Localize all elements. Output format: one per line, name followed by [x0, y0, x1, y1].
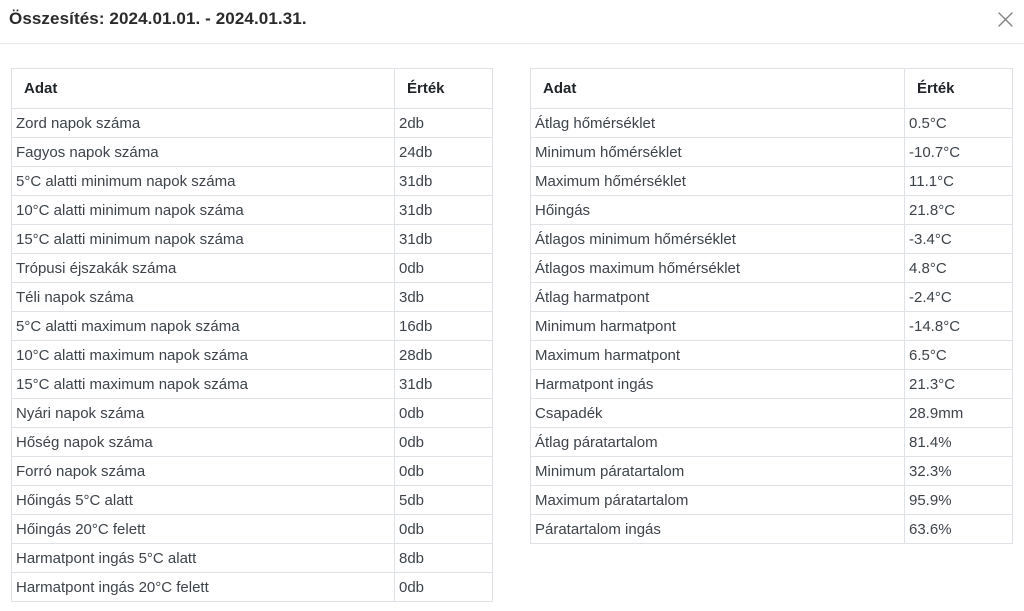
stat-value: 0db: [395, 399, 493, 428]
table-row: [12, 515, 493, 544]
stat-value: 0db: [395, 573, 493, 602]
stat-label: 5°C alatti maximum napok száma: [12, 312, 395, 341]
stat-value: 6.5°C: [905, 341, 1013, 370]
measurements-table: [530, 68, 1013, 544]
stat-label: Forró napok száma: [12, 457, 395, 486]
stat-value: 3db: [395, 283, 493, 312]
table-row: [531, 486, 1013, 515]
stat-label: Harmatpont ingás 20°C felett: [12, 573, 395, 602]
stat-value: 5db: [395, 486, 493, 515]
table-row: [12, 486, 493, 515]
dialog-title: Összesítés: 2024.01.01. - 2024.01.31.: [9, 9, 307, 28]
stat-value: 0db: [395, 457, 493, 486]
table-row: [12, 196, 493, 225]
stat-label: Fagyos napok száma: [12, 138, 395, 167]
stat-label: Minimum hőmérséklet: [531, 138, 905, 167]
stat-value: 31db: [395, 167, 493, 196]
stat-label: 10°C alatti maximum napok száma: [12, 341, 395, 370]
table-row: [12, 457, 493, 486]
stat-label: Nyári napok száma: [12, 399, 395, 428]
stat-label: Átlagos maximum hőmérséklet: [531, 254, 905, 283]
stat-value: 81.4%: [905, 428, 1013, 457]
stat-label: 15°C alatti maximum napok száma: [12, 370, 395, 399]
table-row: [531, 167, 1013, 196]
stat-label: Maximum harmatpont: [531, 341, 905, 370]
stat-label: Minimum harmatpont: [531, 312, 905, 341]
close-icon: [997, 11, 1014, 28]
table-row: [12, 312, 493, 341]
stat-value: 16db: [395, 312, 493, 341]
table-row: [12, 109, 493, 138]
table-header-row: [12, 69, 493, 109]
stat-value: 4.8°C: [905, 254, 1013, 283]
stat-value: 21.3°C: [905, 370, 1013, 399]
stat-label: 5°C alatti minimum napok száma: [12, 167, 395, 196]
table-row: [12, 428, 493, 457]
stat-value: 28db: [395, 341, 493, 370]
stat-label: Átlag harmatpont: [531, 283, 905, 312]
table-row: [12, 225, 493, 254]
stat-value: -10.7°C: [905, 138, 1013, 167]
table-row: [531, 341, 1013, 370]
dialog-body: [0, 44, 1024, 602]
stat-label: Hőség napok száma: [12, 428, 395, 457]
stat-value: 31db: [395, 196, 493, 225]
stat-label: 10°C alatti minimum napok száma: [12, 196, 395, 225]
stat-value: 0db: [395, 515, 493, 544]
stat-value: 31db: [395, 370, 493, 399]
stat-label: Csapadék: [531, 399, 905, 428]
stat-value: 0db: [395, 254, 493, 283]
stat-label: Átlagos minimum hőmérséklet: [531, 225, 905, 254]
stat-label: Téli napok száma: [12, 283, 395, 312]
stat-label: Maximum hőmérséklet: [531, 167, 905, 196]
table-row: [12, 573, 493, 602]
stat-label: Hőingás: [531, 196, 905, 225]
stat-value: 63.6%: [905, 515, 1013, 544]
stat-value: 11.1°C: [905, 167, 1013, 196]
column-header-ertek: Érték: [395, 69, 493, 109]
table-row: [12, 167, 493, 196]
table-row: [531, 254, 1013, 283]
table-row: [12, 370, 493, 399]
stat-value: -3.4°C: [905, 225, 1013, 254]
stat-label: Átlag hőmérséklet: [531, 109, 905, 138]
stat-label: 15°C alatti minimum napok száma: [12, 225, 395, 254]
table-row: [531, 225, 1013, 254]
stat-label: Harmatpont ingás: [531, 370, 905, 399]
stat-value: -14.8°C: [905, 312, 1013, 341]
column-header-ertek: Érték: [905, 69, 1013, 109]
table-row: [531, 515, 1013, 544]
stat-value: 95.9%: [905, 486, 1013, 515]
table-row: [12, 138, 493, 167]
stat-label: Harmatpont ingás 5°C alatt: [12, 544, 395, 573]
dialog-header: [0, 0, 1024, 44]
stat-value: 21.8°C: [905, 196, 1013, 225]
stat-value: 32.3%: [905, 457, 1013, 486]
stat-value: 0db: [395, 428, 493, 457]
table-row: [531, 399, 1013, 428]
stat-value: 8db: [395, 544, 493, 573]
stat-label: Hőingás 20°C felett: [12, 515, 395, 544]
table-row: [531, 196, 1013, 225]
stat-value: 24db: [395, 138, 493, 167]
table-row: [12, 283, 493, 312]
table-row: [12, 341, 493, 370]
stat-value: 2db: [395, 109, 493, 138]
table-row: [531, 283, 1013, 312]
table-row: [531, 428, 1013, 457]
table-row: [12, 399, 493, 428]
stat-label: Zord napok száma: [12, 109, 395, 138]
stat-label: Trópusi éjszakák száma: [12, 254, 395, 283]
table-row: [12, 254, 493, 283]
table-row: [531, 138, 1013, 167]
table-row: [12, 544, 493, 573]
table-row: [531, 109, 1013, 138]
stat-value: -2.4°C: [905, 283, 1013, 312]
stat-label: Átlag páratartalom: [531, 428, 905, 457]
stat-label: Maximum páratartalom: [531, 486, 905, 515]
table-row: [531, 370, 1013, 399]
stat-label: Hőingás 5°C alatt: [12, 486, 395, 515]
stat-label: Minimum páratartalom: [531, 457, 905, 486]
table-row: [531, 312, 1013, 341]
stat-value: 0.5°C: [905, 109, 1013, 138]
stat-value: 28.9mm: [905, 399, 1013, 428]
table-row: [531, 457, 1013, 486]
close-button[interactable]: [991, 5, 1019, 33]
table-header-row: [531, 69, 1013, 109]
stat-value: 31db: [395, 225, 493, 254]
stat-label: Páratartalom ingás: [531, 515, 905, 544]
day-counts-table: [11, 68, 493, 602]
column-header-adat: Adat: [531, 69, 905, 109]
column-header-adat: Adat: [12, 69, 395, 109]
